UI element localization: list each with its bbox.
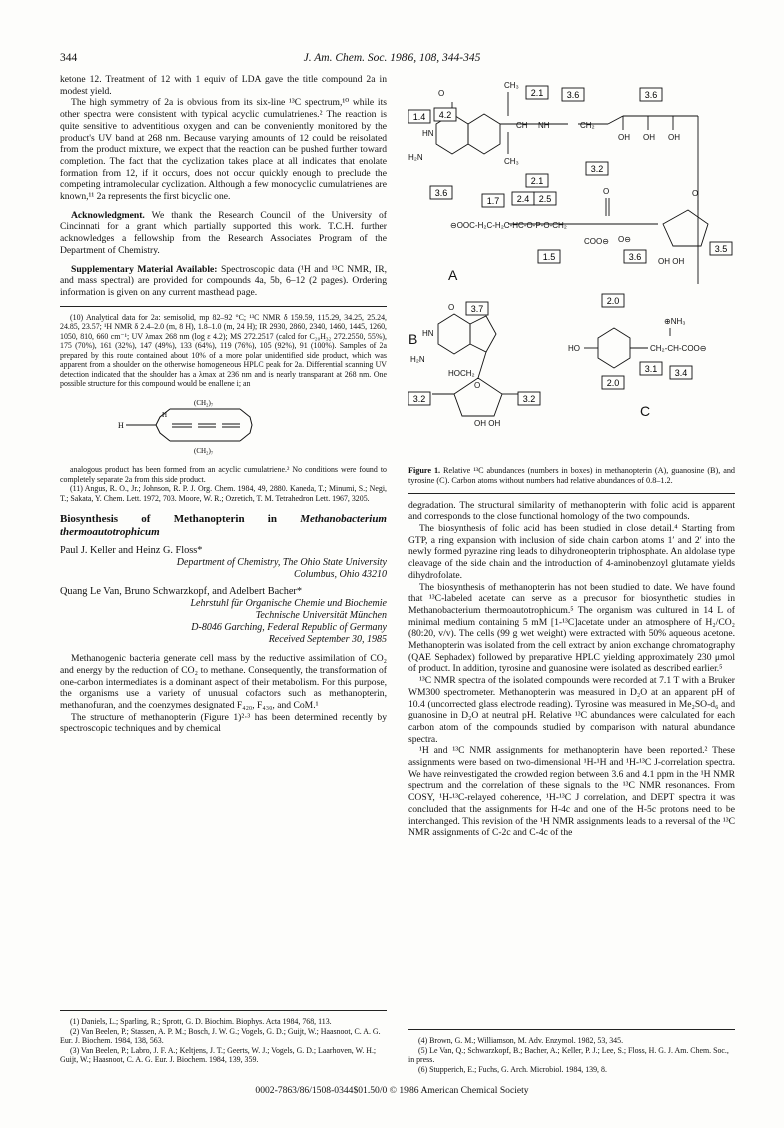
paragraph: degradation. The structural similarity of methanopterin with folic acid is apparent and corresponds to the close functional homology of the two compounds. <box>408 499 735 523</box>
paragraph: The high symmetry of 2a is obvious from its six-line ¹³C spectrum,¹⁰ while its other spectra were consistent with typical acyclic cumulatrienes.² The reaction is quite sensitive to adventitious oxygen and can be conveniently monitored by the product's UV band at 268 nm. Because varying amounts of 12 could be reisolated from the product mixture, we expect that the reaction can be pushed further toward completion. The fact that the cyclization takes place at all indicates that enolate formation from 12, if it occurs, does not occur quickly enough to preclude the competing intramolecular cyclization. Although a few monocyclic cumulatrienes are known,¹¹ 2a represents the first bicyclic one. <box>60 97 387 203</box>
ref-2: (2) Van Beelen, P.; Stassen, A. P. M.; Bosch, J. W. G.; Vogels, G. D.; Guijt, W.; Haasnoot, C. A. G. Eur. J. Biochem. 1984, 138, 563. <box>60 1026 381 1045</box>
authors-group-2: Quang Le Van, Bruno Schwarzkopf, and Adelbert Bacher* <box>60 585 303 597</box>
svg-text:CH₂: CH₂ <box>580 121 595 130</box>
article-title <box>60 513 387 539</box>
copyright-footer: 0002-7863/86/1508-0344$01.50/0 © 1986 American Chemical Society <box>255 1085 529 1096</box>
abundance-value: 2.0 <box>606 296 620 306</box>
abundance-value: 1.4 <box>412 112 426 122</box>
abundance-value: 2.1 <box>530 88 544 98</box>
paragraph: ¹³C NMR spectra of the isolated compounds were recorded at 7.1 T with a Bruker WM300 spectrometer. Methanopterin was measured in D₂O at an apparent pH of 10.4 (uncorrected glass electrode reading). Tyrosine was measured in Me₂SO-d₆ and guanosine in D₂O at neutral pH. Relative ¹³C abundances were calculated for each carbon atom of the compounds studied by comparison with natural abundance spectra. <box>408 675 735 745</box>
svg-text:OH OH: OH OH <box>474 419 501 428</box>
structure-a <box>436 92 708 284</box>
divider <box>60 1010 387 1011</box>
ref-5: (5) Le Van, Q.; Schwarzkopf, B.; Bacher, A.; Keller, P. J.; Lee, S.; Floss, H. G. J. Am. Chem. Soc., in press. <box>408 1045 729 1064</box>
figure-caption <box>408 466 735 486</box>
paragraph: The structure of methanopterin (Figure 1)²·³ has been determined recently by spectroscopic techniques and by chemical <box>60 711 387 735</box>
abundance-value: 3.6 <box>628 252 642 262</box>
svg-text:NH: NH <box>538 121 550 130</box>
abundance-value: 1.7 <box>486 196 500 206</box>
affiliation-2-line1: Lehrstuhl für Organische Chemie und Biochemie <box>190 597 387 609</box>
affiliation-1-line2: Columbus, Ohio 43210 <box>293 568 387 580</box>
right-column <box>408 74 735 839</box>
received-date: Received September 30, 1985 <box>268 633 387 645</box>
svg-text:HN: HN <box>422 329 434 338</box>
note-10-continued: analogous product has been formed from an acyclic cumulatriene.² No conditions were found to completely separate 2a from this side product. <box>60 465 387 484</box>
paragraph: The biosynthesis of methanopterin has not been studied to date. We have found that ¹³C-labeled acetate can serve as a precusor for biosynthetic studies in Methanobacterium thermoautotrophicum.⁵ The organism was cultured in 14 L of minimal medium containing 5 mM [1-¹³C]acetate under an atmosphere of H₂/CO₂ (80:20, v/v). The cells (99 g wet weight) were extracted with 50% aqueous acetone. Methanopterin was isolated from the cell extract by anion exchange chromatography (QAE Sephadex) followed by preparative HPLC yielding approximately 230 μmol of product. In addition, tyrosine and guanosine were isolated as described earlier.⁵ <box>408 581 735 675</box>
svg-text:CH₃: CH₃ <box>504 157 519 166</box>
svg-text:⊖OOC-H₂C-H₂C-HC-O-P-O-CH₂: ⊖OOC-H₂C-H₂C-HC-O-P-O-CH₂ <box>450 221 567 230</box>
abundance-value: 3.7 <box>470 304 484 314</box>
abundance-value: 3.5 <box>714 244 728 254</box>
abundance-value: 4.2 <box>438 110 452 120</box>
left-column <box>60 74 387 735</box>
ack-heading: Acknowledgment. <box>71 209 145 221</box>
struct-chain-top: (CH₂)₇ <box>194 398 214 407</box>
abundance-value: 3.6 <box>644 90 658 100</box>
svg-text:CH₂-CH-COO⊖: CH₂-CH-COO⊖ <box>650 344 707 353</box>
svg-text:OH: OH <box>668 133 680 142</box>
ref-3: (3) Van Beelen, P.; Labro, J. F. A.; Keltjens, J. T.; Geerts, W. J.; Vogels, G. D.; Laarhoven, W. H.; Guijt, W.; Haasnoot, C. A. G. Eur. J. Biochem. 1984, 139, 359. <box>60 1045 377 1064</box>
svg-text:COO⊖: COO⊖ <box>584 237 609 246</box>
divider <box>408 493 735 494</box>
svg-text:HOCH₂: HOCH₂ <box>448 369 475 378</box>
sm-heading: Supplementary Material Available: <box>71 263 218 275</box>
supplementary-material <box>60 264 387 299</box>
svg-text:O: O <box>438 89 445 98</box>
structure-b-labels <box>410 303 500 428</box>
svg-text:O: O <box>448 303 455 312</box>
paragraph: ¹H and ¹³C NMR assignments for methanopterin have been reported.² These assignments were based on two-dimensional ¹H-¹H and ¹H-¹³C J-correlation spectra. We have reinvestigated the crowded region between 3.6 and 4.1 ppm in the ¹H NMR spectrum and the correlation of these signals to the ¹³C NMR resonances. From COSY, ¹H-¹³C-relayed coherence, ¹H-¹³C J correlation, and DEPT spectra it was concluded that the assignments for H-4c and one of the H-5c protons need to be interchanged. This revision of the ¹H NMR assignments leads to a reversal of the ¹³C NMR assignments of C-2c and C-4c of the <box>408 745 735 839</box>
struct-chain-bottom: (CH₂)₇ <box>194 446 214 455</box>
figure-1 <box>408 74 735 464</box>
ref-4: (4) Brown, G. M.; Williamson, M. Adv. Enzymol. 1982, 53, 345. <box>418 1036 624 1045</box>
abundance-value: 2.4 <box>516 194 530 204</box>
svg-text:CH: CH <box>516 121 528 130</box>
ack-text: We thank the Research Council of the University of Cincinnati for a grant which partially supported this work. T.C.H. further acknowledges a fellowship from the Research Associates Program of the Department of Chemistry. <box>60 209 387 256</box>
svg-text:HN: HN <box>422 129 434 138</box>
running-header <box>60 52 724 68</box>
footnotes <box>60 313 387 504</box>
label-b: B <box>408 331 418 347</box>
svg-text:HO: HO <box>568 344 580 353</box>
ref-1: (1) Daniels, L.; Sparling, R.; Sprott, G. D. Biochim. Biophys. Acta 1984, 768, 113. <box>70 1017 332 1026</box>
divider <box>60 306 387 307</box>
abundance-value: 2.0 <box>606 378 620 388</box>
ref-6: (6) Stupperich, E.; Fuchs, G. Arch. Microbiol. 1984, 139, 8. <box>418 1064 607 1074</box>
sm-text: Spectroscopic data (¹H and ¹³C NMR, IR, and mass spectral) are provided for compounds 4a, 5b, 6–12 (2 pages). Ordering information is given on any current masthead page. <box>60 263 387 298</box>
caption-label: Figure 1. <box>408 466 441 475</box>
enallene-structure <box>110 395 387 460</box>
article-title-part1: Biosynthesis of Methanopterin in <box>60 513 301 526</box>
journal-citation: J. Am. Chem. Soc. 1986, 108, 344-345 <box>303 52 481 64</box>
abundance-value: 3.6 <box>434 188 448 198</box>
references-left <box>60 1010 387 1065</box>
svg-text:O⊖: O⊖ <box>618 235 631 244</box>
paragraph: Methanogenic bacteria generate cell mass by the reductive assimilation of CO₂ and energy by the reduction of CO₂ to methane. Consequently, the transformation of one-carbon intermediates is a dominant aspect of their metabolism. For this purpose, the organisms use a variety of unusual cofactors such as methanopterin, methanofuran, and the coenzymes designated F₄₂₀, F₄₃₀, and CoM.¹ <box>60 653 387 712</box>
references-right <box>408 1029 735 1074</box>
abundance-value: 3.4 <box>674 368 688 378</box>
abundance-value: 2.5 <box>538 194 552 204</box>
svg-text:O: O <box>692 189 699 198</box>
abundance-boxes <box>408 86 732 405</box>
note-10: (10) Analytical data for 2a: semisolid, mp 82–92 °C; ¹³C NMR δ 159.59, 115.29, 34.25, 25.24, 24.85, 23.57; ¹H NMR δ 2.4–2.0 (m, 8 H), 1.8–1.0 (m, 24 H); IR 2930, 2860, 2340, 1460, 1445, 1260, 1050, 810, 660 cm⁻¹; UV λmax 268 nm (log ε 4.2); MS 272.2517 (calcd for C₂₀H₃₂ 272.2550, 55%), 175 (70%), 161 (32%), 147 (49%), 133 (64%), 119 (76%), 105 (92%), 91 (100%). Samples of 2a prepared by this route contained about 10% of a more polar unidentified side product, which was apparent from a shoulder on the otherwise homogeneous HPLC peak for 2a. Differential scanning UV detection indicated that the shoulder has a λmax at 236 nm and is nearly transparant at 268 nm. One possible structure for this compound would be enallene i; an <box>60 312 387 389</box>
abundance-value: 3.1 <box>644 364 658 374</box>
abundance-value: 1.5 <box>542 252 556 262</box>
paragraph: ketone 12. Treatment of 12 with 1 equiv of LDA gave the title compound 2a in modest yield. <box>60 74 387 97</box>
struct-h-left: H <box>118 420 124 430</box>
divider <box>408 1029 735 1030</box>
svg-text:H₂N: H₂N <box>408 153 423 162</box>
affiliation-1-line1: Department of Chemistry, The Ohio State University <box>176 556 387 568</box>
article-title-organism: Methanobacterium thermoautotrophicum <box>60 513 387 539</box>
abundance-value: 3.2 <box>590 164 604 174</box>
label-c: C <box>640 403 651 419</box>
paragraph: The biosynthesis of folic acid has been studied in close detail.⁴ Starting from GTP, a ring expansion with inclusion of side chain carbon atoms 1′ and 2′ into the newly formed pyrazine ring leads to dihydroneopterin triphosphate. An aldolase type cleavage of the side chain and the introduction of 4-aminobenzoyl glutamate yields dihydrofolate. <box>408 523 735 581</box>
svg-text:OH OH: OH OH <box>658 257 685 266</box>
svg-text:O: O <box>603 187 610 196</box>
svg-text:H₂N: H₂N <box>410 355 425 364</box>
affiliation-2-line2: Technische Universität München <box>255 609 387 621</box>
affiliation-2-line3: D-8046 Garching, Federal Republic of Germany <box>191 621 387 633</box>
struct-h-mid: H <box>162 410 168 419</box>
svg-text:OH: OH <box>643 133 655 142</box>
structure-b <box>432 314 518 416</box>
abundance-value: 3.2 <box>412 394 426 404</box>
caption-text: Relative ¹³C abundances (numbers in boxes) in methanopterin (A), guanosine (B), and tyrosine (C). Carbon atoms without numbers had relative abundances of 0.8–1.2. <box>408 466 736 485</box>
svg-text:⊕NH₃: ⊕NH₃ <box>664 317 686 326</box>
page-number: 344 <box>60 52 78 64</box>
svg-text:OH: OH <box>618 133 630 142</box>
label-a: A <box>448 267 458 283</box>
svg-text:CH₃: CH₃ <box>504 81 519 90</box>
note-11: (11) Angus, R. O., Jr.; Johnson, R. P. J. Org. Chem. 1984, 49, 2880. Kaneda, T.; Minumi, S.; Negi, T.; Sakata, Y. Chem. Lett. 1972, 703. Moore, W. R.; Ozretich, T. M. Tetrahedron Lett. 1967, 3205. <box>60 484 387 503</box>
acknowledgment <box>60 210 387 257</box>
abundance-value: 3.2 <box>522 394 536 404</box>
svg-text:O: O <box>474 381 481 390</box>
abundance-value: 3.6 <box>566 90 580 100</box>
authors-group-1: Paul J. Keller and Heinz G. Floss* <box>60 545 203 557</box>
abundance-value: 2.1 <box>530 176 544 186</box>
